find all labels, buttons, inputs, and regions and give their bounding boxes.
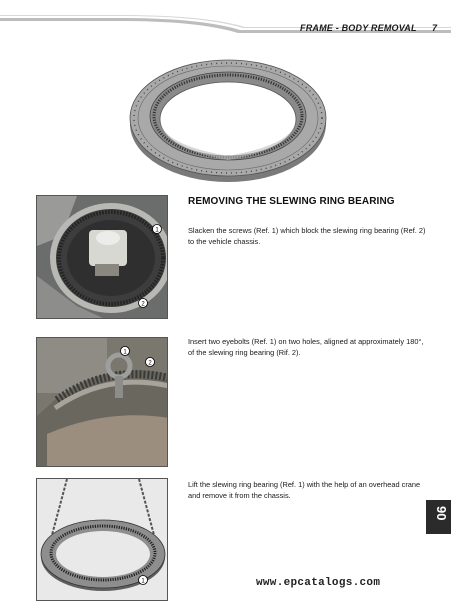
- page-number: 7: [432, 23, 438, 33]
- section-title: REMOVING THE SLEWING RING BEARING: [188, 196, 395, 207]
- callout-2: [146, 358, 155, 367]
- svg-text:2: 2: [148, 360, 152, 367]
- svg-text:1: 1: [155, 227, 159, 234]
- callout-1: [139, 576, 148, 585]
- header-swoosh: [0, 0, 451, 40]
- svg-text:2: 2: [141, 301, 145, 308]
- step2-text: Insert two eyebolts (Ref. 1) on two holes, aligned at approximately 180°, of the slewing ring bearing (Rif. 2).: [188, 337, 424, 357]
- callout-1: [121, 347, 130, 356]
- step2-photo: [36, 337, 168, 467]
- step3-text: Lift the slewing ring bearing (Ref. 1) with the help of an overhead crane and remove it from the chassis.: [188, 480, 421, 500]
- step3-photo: [36, 478, 168, 601]
- svg-text:1: 1: [123, 349, 127, 356]
- callout-1: [153, 225, 162, 234]
- step1-text: Slacken the screws (Ref. 1) which block the slewing ring bearing (Ref. 2) to the vehicle chassis.: [188, 226, 426, 246]
- svg-text:1: 1: [141, 578, 145, 585]
- header-section-title: FRAME - BODY REMOVAL: [300, 23, 417, 33]
- slewing-ring-illustration: [128, 52, 328, 186]
- step1-photo: [36, 195, 168, 319]
- side-tab: [426, 500, 451, 534]
- callout-2: [139, 299, 148, 308]
- side-tab-number: 90: [434, 506, 449, 521]
- watermark-link[interactable]: www.epcatalogs.com: [256, 577, 381, 589]
